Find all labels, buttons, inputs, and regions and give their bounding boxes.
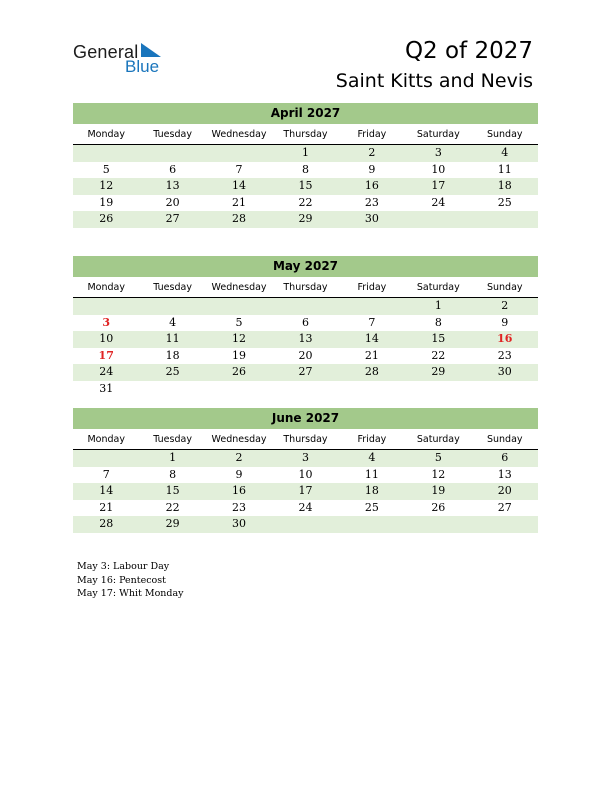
- holiday-day-cell: 16: [497, 332, 513, 345]
- day-cell: 8: [169, 467, 177, 481]
- day-cell: 27: [165, 212, 180, 225]
- day-cell: [139, 381, 205, 398]
- weekday-label: Saturday: [416, 434, 460, 445]
- day-cell: 18: [165, 348, 180, 362]
- day-cell: 6: [301, 315, 309, 329]
- holiday-day-cell: 17: [98, 348, 114, 362]
- day-cell: 7: [235, 162, 243, 176]
- day-cell: 11: [364, 467, 379, 481]
- weekday-label: Monday: [87, 129, 125, 140]
- day-cell: 1: [434, 299, 442, 312]
- week-row: [73, 211, 538, 228]
- day-cell: [405, 211, 471, 228]
- day-cell: 17: [298, 484, 313, 497]
- day-cell: [339, 298, 405, 315]
- weekday-label: Monday: [87, 434, 125, 445]
- weekday-label: Thursday: [283, 129, 328, 140]
- day-cell: 9: [368, 162, 376, 176]
- day-cell: [339, 516, 405, 533]
- month-title: May 2027: [73, 256, 538, 277]
- weekday-label: Wednesday: [211, 129, 267, 140]
- day-cell: 19: [431, 484, 446, 497]
- day-cell: 24: [99, 365, 114, 378]
- day-cell: 29: [165, 517, 180, 530]
- day-cell: 13: [165, 179, 180, 192]
- day-cell: 16: [364, 179, 379, 192]
- week-row: [73, 331, 538, 348]
- day-cell: 5: [434, 451, 442, 464]
- month-title: April 2027: [73, 103, 538, 124]
- logo-word-blue: Blue: [125, 57, 160, 76]
- day-cell: [139, 298, 205, 315]
- week-row: [73, 145, 538, 162]
- day-cell: 25: [497, 195, 512, 209]
- day-cell: [206, 145, 272, 162]
- day-cell: 10: [431, 162, 446, 176]
- day-cell: 21: [364, 348, 379, 362]
- day-cell: 14: [232, 179, 247, 192]
- weekday-header-row: [73, 432, 538, 450]
- day-cell: 20: [165, 195, 180, 209]
- day-cell: 4: [368, 451, 376, 464]
- day-cell: 24: [431, 195, 446, 209]
- day-cell: 23: [497, 348, 512, 362]
- weekday-label: Thursday: [283, 434, 328, 445]
- day-cell: 7: [102, 467, 110, 481]
- week-row: [73, 298, 538, 315]
- day-cell: [73, 298, 139, 315]
- day-cell: 12: [99, 179, 114, 192]
- week-row: [73, 450, 538, 467]
- holiday-day-cell: 3: [102, 315, 111, 329]
- day-cell: 2: [501, 299, 509, 312]
- weekday-label: Sunday: [486, 434, 523, 445]
- logo-flag-icon: [139, 42, 163, 58]
- day-cell: 21: [99, 500, 114, 514]
- day-cell: [272, 298, 338, 315]
- day-cell: [206, 298, 272, 315]
- day-cell: 6: [501, 451, 509, 464]
- month-title: June 2027: [73, 408, 538, 429]
- day-cell: 29: [431, 365, 446, 378]
- day-cell: 22: [298, 195, 313, 209]
- day-cell: 31: [99, 381, 114, 395]
- day-cell: [73, 450, 139, 467]
- day-cell: 7: [368, 315, 376, 329]
- day-cell: [73, 145, 139, 162]
- week-row: [73, 178, 538, 195]
- day-cell: 13: [497, 467, 512, 481]
- day-cell: [405, 381, 471, 398]
- day-cell: 28: [232, 212, 247, 225]
- day-cell: 28: [99, 517, 114, 530]
- day-cell: 23: [232, 500, 247, 514]
- week-row: [73, 195, 538, 212]
- holiday-item: May 3: Labour Day: [77, 561, 170, 572]
- day-cell: 26: [99, 212, 114, 225]
- holiday-list: [77, 560, 184, 601]
- day-cell: 26: [431, 500, 446, 514]
- day-cell: [139, 145, 205, 162]
- month-calendar-april: [73, 103, 538, 228]
- logo-word-general: General: [73, 42, 139, 62]
- day-cell: 10: [99, 332, 114, 345]
- day-cell: 3: [434, 146, 442, 159]
- day-cell: 2: [368, 146, 376, 159]
- page-title: Q2 of 2027: [404, 38, 533, 64]
- day-cell: 16: [232, 484, 247, 497]
- day-cell: 26: [232, 365, 247, 378]
- weekday-header-row: [73, 280, 538, 298]
- holiday-item: May 17: Whit Monday: [77, 588, 184, 599]
- week-row: [73, 348, 538, 365]
- day-cell: 19: [232, 348, 247, 362]
- day-cell: 15: [165, 484, 180, 497]
- week-row: [73, 483, 538, 500]
- week-row: [73, 364, 538, 381]
- day-cell: [472, 211, 538, 228]
- day-cell: 15: [298, 179, 313, 192]
- day-cell: 9: [235, 467, 243, 481]
- week-row: [73, 500, 538, 517]
- day-cell: [339, 381, 405, 398]
- day-cell: 1: [169, 451, 177, 464]
- day-cell: 3: [301, 451, 309, 464]
- day-cell: 8: [434, 315, 442, 329]
- day-cell: 5: [235, 315, 243, 329]
- day-cell: 14: [364, 332, 379, 345]
- day-cell: 25: [165, 365, 180, 378]
- weekday-label: Saturday: [416, 282, 460, 293]
- day-cell: 17: [431, 179, 446, 192]
- day-cell: 18: [497, 179, 512, 192]
- weekday-label: Friday: [357, 282, 387, 293]
- day-cell: 24: [298, 500, 313, 514]
- day-cell: 20: [497, 484, 512, 497]
- weekday-label: Monday: [87, 282, 125, 293]
- day-cell: 30: [232, 517, 247, 530]
- day-cell: [472, 516, 538, 533]
- week-row: [73, 162, 538, 179]
- day-cell: 15: [431, 332, 446, 345]
- day-cell: 28: [364, 365, 379, 378]
- weekday-label: Sunday: [486, 282, 523, 293]
- day-cell: 10: [298, 467, 313, 481]
- weekday-label: Friday: [357, 434, 387, 445]
- week-row: [73, 516, 538, 533]
- day-cell: [405, 516, 471, 533]
- day-cell: 14: [99, 484, 114, 497]
- day-cell: [272, 381, 338, 398]
- day-cell: 4: [501, 146, 509, 159]
- day-cell: 20: [298, 348, 313, 362]
- holiday-item: May 16: Pentecost: [77, 574, 166, 586]
- day-cell: 4: [169, 315, 177, 329]
- day-cell: [272, 516, 338, 533]
- weekday-label: Sunday: [486, 129, 523, 140]
- day-cell: 12: [232, 332, 247, 345]
- week-row: [73, 381, 538, 398]
- day-cell: 6: [169, 162, 177, 176]
- day-cell: 12: [431, 467, 446, 481]
- day-cell: 2: [235, 451, 243, 464]
- day-cell: 8: [301, 162, 309, 176]
- day-cell: 11: [497, 162, 512, 176]
- day-cell: 30: [497, 365, 512, 378]
- weekday-label: Tuesday: [153, 434, 192, 445]
- day-cell: 1: [301, 146, 309, 159]
- weekday-label: Friday: [357, 129, 387, 140]
- day-cell: 21: [232, 195, 247, 209]
- day-cell: 13: [298, 332, 313, 345]
- day-cell: [206, 381, 272, 398]
- day-cell: 23: [364, 195, 379, 209]
- weekday-label: Wednesday: [211, 282, 267, 293]
- weekday-label: Tuesday: [153, 129, 192, 140]
- day-cell: 22: [431, 348, 446, 362]
- day-cell: 9: [501, 315, 509, 329]
- day-cell: 5: [102, 162, 110, 176]
- day-cell: 19: [99, 195, 114, 209]
- weekday-header-row: [73, 127, 538, 145]
- week-row: [73, 315, 538, 332]
- day-cell: 11: [165, 332, 180, 345]
- week-row: [73, 467, 538, 484]
- weekday-label: Thursday: [283, 282, 328, 293]
- weekday-label: Tuesday: [153, 282, 192, 293]
- month-calendar-june: [73, 408, 538, 533]
- page-subtitle: Saint Kitts and Nevis: [335, 70, 533, 92]
- day-cell: 27: [497, 500, 512, 514]
- weekday-label: Wednesday: [211, 434, 267, 445]
- day-cell: [472, 381, 538, 398]
- day-cell: 22: [165, 500, 180, 514]
- day-cell: 29: [298, 212, 313, 225]
- month-calendar-may: [73, 256, 538, 397]
- logo: [73, 42, 173, 78]
- day-cell: 18: [364, 484, 379, 497]
- day-cell: 25: [364, 500, 379, 514]
- weekday-label: Saturday: [416, 129, 460, 140]
- day-cell: 30: [364, 212, 379, 225]
- day-cell: 27: [298, 365, 313, 378]
